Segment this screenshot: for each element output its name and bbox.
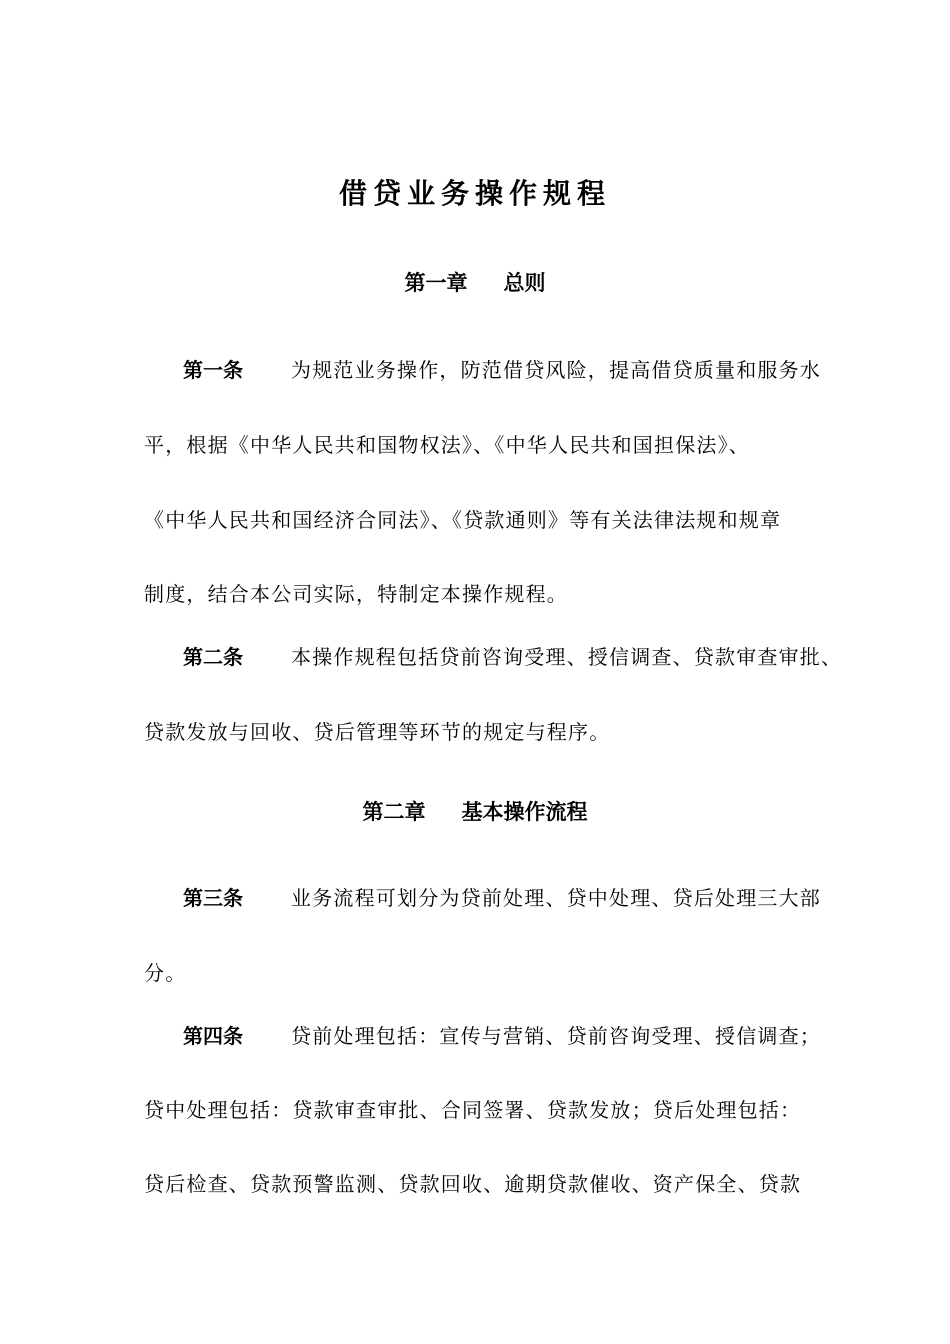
article-label: 第四条	[183, 1024, 243, 1048]
article-3-line-1	[183, 883, 913, 913]
article-label: 第三条	[183, 886, 243, 910]
chapter-heading-1	[0, 268, 950, 298]
article-label: 第一条	[183, 358, 243, 382]
article-2-line-2: 贷款发放与回收、贷后管理等环节的规定与程序。	[144, 720, 611, 744]
article-text: 本操作规程包括贷前咨询受理、授信调查、贷款审查审批、	[291, 645, 843, 669]
article-1-line-2: 平，根据《中华人民共和国物权法》、《中华人民共和国担保法》、	[144, 433, 750, 457]
article-1-line-1	[183, 355, 913, 385]
article-2-line-1	[183, 642, 913, 672]
article-text: 业务流程可划分为贷前处理、贷中处理、贷后处理三大部	[291, 886, 821, 910]
chapter-name: 基本操作流程	[461, 800, 588, 824]
chapter-number: 第二章	[362, 800, 426, 824]
article-text: 为规范业务操作，防范借贷风险，提高借贷质量和服务水	[291, 358, 821, 382]
chapter-name: 总则	[503, 271, 546, 295]
document-title: 借贷业务操作规程	[338, 177, 611, 210]
article-3-line-2: 分。	[144, 961, 187, 985]
article-4-line-2: 贷中处理包括：贷款审查审批、合同签署、贷款发放；贷后处理包括：	[144, 1098, 802, 1122]
article-4-line-3: 贷后检查、贷款预警监测、贷款回收、逾期贷款催收、资产保全、贷款	[144, 1172, 802, 1196]
article-4-line-1	[183, 1021, 913, 1051]
chapter-heading-2	[0, 797, 950, 827]
article-1-line-3: 《中华人民共和国经济合同法》、《贷款通则》等有关法律法规和规章	[144, 508, 782, 532]
chapter-number: 第一章	[404, 271, 468, 295]
article-label: 第二条	[183, 645, 243, 669]
article-1-line-4: 制度，结合本公司实际，特制定本操作规程。	[144, 582, 568, 606]
article-text: 贷前处理包括：宣传与营销、贷前咨询受理、授信调查；	[291, 1024, 821, 1048]
